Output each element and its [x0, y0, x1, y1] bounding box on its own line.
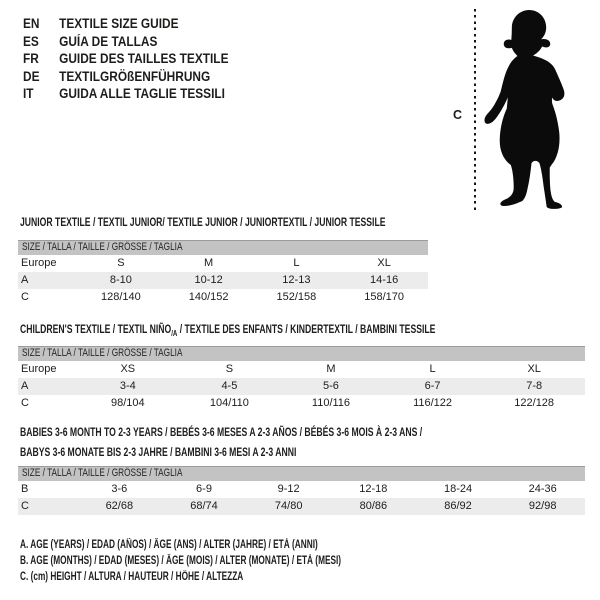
size-cell: L — [429, 363, 436, 375]
title-text: BABIES 3-6 MONTH TO 2-3 YEARS / BEBÉS 3-6 MESES A 2-3 AÑOS / BÉBÉS 3-6 MOIS À 2-3 ANS / — [20, 425, 423, 439]
language-code: FR — [23, 51, 39, 66]
height-cell: 74/80 — [274, 500, 303, 512]
age-cell: 14-16 — [370, 274, 399, 286]
table-row-europe — [18, 255, 428, 272]
size-header-bar — [18, 240, 428, 255]
table-body — [18, 255, 428, 306]
footnote-b: B. AGE (MONTHS) / EDAD (MESES) / ÂGE (MOIS) / ALTER (MONATE) / ETÀ (MESI) — [20, 555, 342, 567]
height-cell: 140/152 — [188, 291, 229, 303]
table-row-height — [18, 395, 585, 412]
age-cell: 6-9 — [196, 483, 212, 495]
height-cell: 98/104 — [110, 397, 145, 409]
row-label: C — [21, 291, 29, 303]
language-code: EN — [23, 16, 40, 31]
babies-size-table — [18, 466, 585, 515]
language-title-list — [23, 15, 257, 103]
age-cell: 7-8 — [526, 380, 543, 392]
age-cell: 3-4 — [119, 380, 136, 392]
title-text: CHILDREN'S TEXTILE / TEXTIL NIÑO — [20, 322, 172, 336]
guide-title: GUIDE DES TAILLES TEXTILE — [59, 51, 229, 66]
age-cell: 6-7 — [424, 380, 441, 392]
row-label: C — [21, 397, 29, 409]
language-code: ES — [23, 33, 39, 49]
age-cell: 9-12 — [277, 483, 300, 495]
row-label: A — [21, 274, 29, 286]
children-size-table — [18, 346, 585, 412]
age-cell: 5-6 — [323, 380, 339, 392]
age-cell: 8-10 — [109, 274, 132, 286]
height-cell: 158/170 — [364, 291, 404, 303]
size-cell: S — [117, 257, 125, 269]
age-cell: 24-36 — [528, 483, 557, 495]
guide-title: GUIDA ALLE TAGLIE TESSILI — [59, 86, 225, 101]
table-row-age-months — [18, 481, 585, 498]
row-label: Europe — [21, 363, 57, 375]
title-text: JUNIOR TEXTILE / TEXTIL JUNIOR/ TEXTILE JUNIOR / JUNIORTEXTIL / JUNIOR TESSILE — [20, 215, 386, 229]
language-code: IT — [23, 86, 34, 101]
row-label: B — [21, 483, 29, 495]
age-cell: 4-5 — [221, 380, 238, 392]
size-cell: S — [225, 363, 234, 375]
size-cell: XS — [120, 363, 136, 375]
size-header-text: SIZE / TALLA / TAILLE / GRÖSSE / TAGLIA — [22, 347, 183, 359]
height-cell: 128/140 — [100, 291, 141, 303]
footnote-c: C. (cm) HEIGHT / ALTURA / HAUTEUR / HÖHE / ALTEZZA — [20, 571, 244, 583]
height-cell: 152/158 — [276, 291, 317, 303]
size-header-text: SIZE / TALLA / TAILLE / GRÖSSE / TAGLIA — [22, 241, 183, 253]
language-row-es — [23, 33, 228, 51]
title-subscript: /A — [171, 328, 178, 338]
table-row-age — [18, 272, 428, 289]
title-text-line2: BABYS 3-6 MONATE BIS 2-3 JAHRE / BAMBINI 3-6 MESI A 2-3 ANNI — [20, 445, 297, 459]
language-row-fr — [23, 50, 228, 68]
children-section-title — [20, 321, 435, 341]
table-row-europe — [18, 361, 585, 378]
size-cell: L — [293, 257, 300, 269]
table-body — [18, 361, 585, 412]
age-cell: 18-24 — [443, 483, 473, 495]
age-cell: 3-6 — [111, 483, 128, 495]
title-text: / TEXTILE DES ENFANTS / KINDERTEXTIL / BAMBINI TESSILE — [177, 322, 436, 336]
height-cell: 110/116 — [311, 397, 351, 409]
language-row-de — [23, 68, 228, 86]
height-cell: 104/110 — [209, 397, 249, 409]
size-header-text: SIZE / TALLA / TAILLE / GRÖSSE / TAGLIA — [22, 467, 183, 479]
size-header-bar — [18, 346, 585, 361]
age-cell: 12-18 — [359, 483, 388, 495]
height-cell: 62/68 — [105, 500, 134, 512]
age-cell: 12-13 — [282, 274, 311, 286]
height-cell: 116/122 — [413, 397, 453, 409]
size-cell: M — [204, 257, 214, 269]
guide-title: TEXTILE SIZE GUIDE — [59, 16, 179, 31]
table-body — [18, 481, 585, 515]
guide-title: TEXTILGRÖßENFÜHRUNG — [59, 68, 211, 84]
babies-section-title — [20, 424, 422, 460]
height-cell: 86/92 — [444, 500, 472, 512]
table-row-age — [18, 378, 585, 395]
height-cell: 122/128 — [514, 397, 555, 409]
row-label: C — [21, 500, 29, 512]
footnote-a: A. AGE (YEARS) / EDAD (AÑOS) / ÂGE (ANS) / ALTER (JAHRE) / ETÀ (ANNI) — [20, 539, 318, 551]
size-cell: XL — [527, 363, 541, 375]
footnote-legend — [20, 537, 466, 585]
table-row-height — [18, 498, 585, 515]
size-cell: M — [326, 363, 336, 375]
size-header-bar — [18, 466, 585, 481]
height-measure-dotted-line — [474, 9, 476, 210]
language-row-it — [23, 85, 228, 103]
height-cell: 68/74 — [190, 500, 218, 512]
guide-title: GUÍA DE TALLAS — [59, 33, 158, 49]
language-row-en — [23, 15, 228, 33]
junior-size-table — [18, 240, 428, 306]
height-cell: 92/98 — [528, 500, 557, 512]
height-cell: 80/86 — [359, 500, 388, 512]
row-label: Europe — [21, 257, 57, 269]
table-row-height — [18, 289, 428, 306]
height-measure-label: C — [453, 108, 463, 122]
row-label: A — [21, 380, 29, 392]
age-cell: 10-12 — [194, 274, 223, 286]
junior-section-title — [20, 214, 385, 234]
language-code: DE — [23, 68, 40, 84]
size-cell: XL — [377, 257, 391, 269]
toddler-silhouette-icon — [481, 8, 573, 210]
